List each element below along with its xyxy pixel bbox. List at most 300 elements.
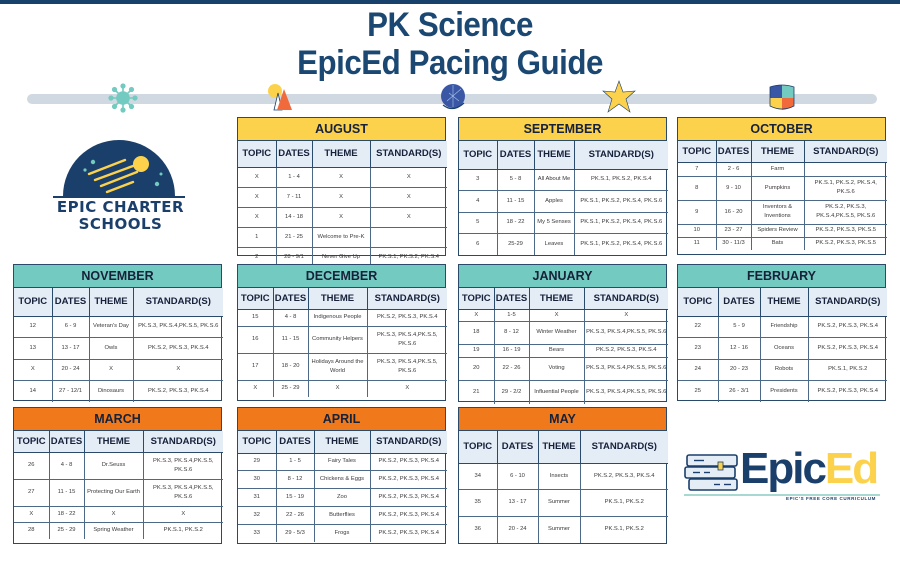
month-title: OCTOBER (678, 118, 885, 141)
wordmark-ed: Ed (824, 444, 878, 493)
standards-cell: X (367, 380, 447, 397)
standards-cell: X (370, 207, 447, 227)
dates-cell: 30 - 11/3 (716, 237, 751, 250)
month-august (237, 117, 446, 260)
march-table (14, 431, 223, 539)
theme-cell: Insects (538, 463, 580, 490)
epiced-tagline: EPIC'S FREE CORE CURRICULUM (786, 496, 877, 501)
standards-cell: PK.S.1, PK.S.2, PK.S.4, PK.S.6 (574, 191, 668, 213)
theme-cell: Indigenous People (308, 309, 367, 326)
standards-cell: PK.S.1, PK.S.2 (143, 522, 223, 539)
topic-cell: 32 (238, 506, 276, 524)
standards-cell: PK.S.2, PK.S.3, PK.S.4 (133, 381, 223, 403)
column-header-topic: TOPIC (238, 141, 276, 167)
column-header-theme: THEME (760, 288, 808, 316)
theme-cell: X (308, 380, 367, 397)
column-header-theme: THEME (751, 141, 804, 162)
month-title: NOVEMBER (14, 265, 221, 288)
theme-cell: Veteran's Day (89, 316, 133, 338)
month-title: AUGUST (238, 118, 445, 141)
theme-cell: Robots (760, 359, 808, 381)
standards-cell: PK.S.2, PK.S.3, PK.S.4 (808, 338, 887, 360)
dates-cell: 9 - 10 (716, 176, 751, 200)
standards-cell: PK.S.2, PK.S.3, PK.S.4 (584, 344, 668, 357)
month-may (458, 407, 667, 544)
column-header-dates: DATES (276, 431, 314, 453)
table-row (459, 169, 668, 191)
column-header-standards: STANDARD(S) (584, 288, 668, 309)
standards-cell: PK.S.3, PK.S.4,PK.S.5, PK.S.6 (143, 479, 223, 506)
dates-cell: 20 - 24 (52, 359, 89, 381)
topic-cell: 27 (14, 479, 49, 506)
virus-icon (108, 83, 138, 113)
month-september (458, 117, 667, 256)
topic-cell: 1 (238, 227, 276, 247)
shield-quadrant-icon (768, 84, 796, 112)
dates-cell: 29 - 2/2 (494, 380, 529, 404)
month-april (237, 407, 446, 544)
table-row (238, 506, 447, 524)
mountain-sun-icon (264, 83, 294, 111)
theme-cell: X (312, 187, 370, 207)
table-row (459, 234, 668, 256)
standards-cell: PK.S.1, PK.S.2, PK.S.4, PK.S.6 (804, 176, 887, 200)
table-row (459, 344, 668, 357)
topic-cell: 31 (238, 489, 276, 507)
standards-cell: PK.S.2, PK.S.3, PK.S.4 (367, 309, 447, 326)
wordmark-epic: Epic (740, 444, 825, 493)
table-row (459, 516, 668, 543)
topic-cell: 28 (14, 522, 49, 539)
column-header-dates: DATES (52, 288, 89, 316)
theme-cell: Summer (538, 490, 580, 517)
month-title: MARCH (14, 408, 221, 431)
theme-cell: Voting (529, 357, 584, 380)
dates-cell: 29 - 5/3 (276, 524, 314, 542)
standards-cell: PK.S.3, PK.S.4,PK.S.5, PK.S.6 (367, 326, 447, 353)
table-row (14, 338, 223, 360)
topic-cell: X (459, 309, 494, 321)
column-header-topic: TOPIC (678, 141, 716, 162)
theme-cell: Spring Weather (84, 522, 143, 539)
dates-cell: 6 - 10 (497, 463, 538, 490)
column-header-topic: TOPIC (459, 431, 497, 463)
standards-cell: PK.S.3, PK.S.4,PK.S.5, PK.S.6 (367, 353, 447, 380)
topic-cell: X (238, 207, 276, 227)
topic-cell: X (238, 187, 276, 207)
theme-cell: Bats (751, 237, 804, 250)
theme-cell: Summer (538, 516, 580, 543)
standards-cell: X (370, 187, 447, 207)
dates-cell: 20 - 23 (718, 359, 760, 381)
standards-cell: PK.S.2, PK.S.3, PK.S.4 (370, 453, 447, 471)
column-header-dates: DATES (497, 431, 538, 463)
month-title: DECEMBER (238, 265, 445, 288)
january-table (459, 288, 668, 404)
topic-cell: 6 (459, 234, 497, 256)
standards-cell: X (143, 506, 223, 522)
dates-cell: 18 - 20 (273, 353, 308, 380)
column-header-theme: THEME (538, 431, 580, 463)
dates-cell: 13 - 17 (497, 490, 538, 517)
column-header-topic: TOPIC (14, 288, 52, 316)
theme-cell: X (89, 359, 133, 381)
dates-cell: 25 - 29 (273, 380, 308, 397)
dates-cell: 1 - 4 (276, 167, 312, 187)
theme-cell: Oceans (760, 338, 808, 360)
standards-cell: PK.S.1, PK.S.2, PK.S.4, PK.S.6 (574, 234, 668, 256)
table-row (238, 353, 447, 380)
august-table (238, 141, 447, 267)
theme-cell: Fairy Tales (314, 453, 370, 471)
topic-cell: 12 (14, 316, 52, 338)
topic-cell: 13 (14, 338, 52, 360)
topic-cell: X (14, 506, 49, 522)
september-table (459, 141, 668, 255)
theme-cell: Community Helpers (308, 326, 367, 353)
standards-cell: PK.S.2, PK.S.3, PK.S.4 (370, 506, 447, 524)
topic-cell: X (238, 380, 273, 397)
theme-cell: All About Me (534, 169, 574, 191)
page-title (36, 6, 864, 82)
theme-cell: Holidays Around the World (308, 353, 367, 380)
dates-cell: 16 - 19 (494, 344, 529, 357)
standards-cell: PK.S.3, PK.S.4,PK.S.5, PK.S.6 (584, 380, 668, 404)
standards-cell: X (133, 359, 223, 381)
table-row (459, 212, 668, 234)
epiced-wordmark (740, 445, 877, 493)
month-title: FEBRUARY (678, 265, 885, 288)
standards-cell: PK.S.1, PK.S.2 (580, 490, 668, 517)
dates-cell: 4 - 8 (273, 309, 308, 326)
table-row (238, 326, 447, 353)
table-row (14, 381, 223, 403)
dates-cell: 20 - 24 (497, 516, 538, 543)
standards-cell: PK.S.3, PK.S.4,PK.S.5, PK.S.6 (143, 452, 223, 479)
column-header-topic: TOPIC (238, 288, 273, 309)
dates-cell: 16 - 20 (716, 200, 751, 224)
standards-cell: PK.S.2, PK.S.3, PK.S.5 (804, 237, 887, 250)
december-table (238, 288, 447, 397)
standards-cell (370, 227, 447, 247)
topic-cell: 30 (238, 471, 276, 489)
dates-cell: 5 - 9 (718, 316, 760, 338)
theme-cell: Dinosaurs (89, 381, 133, 403)
topic-cell: 15 (238, 309, 273, 326)
dates-cell: 18 - 22 (497, 212, 534, 234)
theme-cell: Farm (751, 162, 804, 176)
theme-cell: X (312, 167, 370, 187)
table-row (678, 200, 887, 224)
theme-cell: Apples (534, 191, 574, 213)
table-row (238, 309, 447, 326)
topic-cell: 3 (459, 169, 497, 191)
logo-line-2: SCHOOLS (78, 215, 163, 233)
standards-cell: PK.S.1, PK.S.2, PK.S.4, PK.S.6 (574, 212, 668, 234)
column-header-topic: TOPIC (14, 431, 49, 452)
standards-cell: PK.S.1, PK.S.2 (808, 359, 887, 381)
star-burst-icon (602, 80, 636, 114)
table-row (678, 237, 887, 250)
standards-cell: X (370, 167, 447, 187)
theme-cell: Never Give Up (312, 247, 370, 267)
column-header-dates: DATES (276, 141, 312, 167)
dates-cell: 11 - 15 (497, 191, 534, 213)
dates-cell: 22 - 26 (276, 506, 314, 524)
month-title: SEPTEMBER (459, 118, 666, 141)
topic-cell: 7 (678, 162, 716, 176)
dates-cell: 11 - 15 (49, 479, 84, 506)
topic-cell: 8 (678, 176, 716, 200)
topic-cell: 5 (459, 212, 497, 234)
topic-cell: 35 (459, 490, 497, 517)
epiced-logo (684, 444, 884, 507)
topic-cell: 11 (678, 237, 716, 250)
theme-cell: X (84, 506, 143, 522)
topic-cell: 25 (678, 381, 718, 403)
theme-cell: Winter Weather (529, 321, 584, 344)
table-row (14, 316, 223, 338)
dates-cell: 13 - 17 (52, 338, 89, 360)
month-october (677, 117, 886, 255)
standards-cell: PK.S.2, PK.S.3, PK.S.4 (370, 471, 447, 489)
dates-cell: 21 - 25 (276, 227, 312, 247)
theme-cell: Friendship (760, 316, 808, 338)
dates-cell: 18 - 22 (49, 506, 84, 522)
month-title: JANUARY (459, 265, 666, 288)
topic-cell: 4 (459, 191, 497, 213)
topic-cell: 26 (14, 452, 49, 479)
table-row (14, 522, 223, 539)
column-header-standards: STANDARD(S) (370, 141, 447, 167)
table-row (678, 338, 887, 360)
theme-cell: Chickens & Eggs (314, 471, 370, 489)
dates-cell: 5 - 8 (497, 169, 534, 191)
topic-cell: 34 (459, 463, 497, 490)
standards-cell: PK.S.3, PK.S.4,PK.S.5, PK.S.6 (584, 357, 668, 380)
theme-cell: X (312, 207, 370, 227)
table-row (678, 176, 887, 200)
column-header-dates: DATES (273, 288, 308, 309)
topic-cell: 36 (459, 516, 497, 543)
column-header-theme: THEME (529, 288, 584, 309)
table-row (459, 309, 668, 321)
topic-cell: X (238, 167, 276, 187)
epic-charter-schools-logo (53, 135, 188, 235)
standards-cell: PK.S.2, PK.S.3, PK.S.4 (370, 489, 447, 507)
table-row (238, 489, 447, 507)
month-march (13, 407, 222, 544)
standards-cell: PK.S.2, PK.S.3, PK.S.5 (804, 224, 887, 237)
dates-cell: 22 - 26 (494, 357, 529, 380)
table-row (678, 316, 887, 338)
dates-cell: 8 - 12 (276, 471, 314, 489)
title-line-2: EpicEd Pacing Guide (297, 44, 603, 82)
column-header-topic: TOPIC (459, 288, 494, 309)
column-header-theme: THEME (534, 141, 574, 169)
table-row (459, 321, 668, 344)
table-row (238, 471, 447, 489)
table-row (238, 167, 447, 187)
dates-cell: 23 - 27 (716, 224, 751, 237)
october-table (678, 141, 887, 250)
month-title: APRIL (238, 408, 445, 431)
table-row (238, 227, 447, 247)
topic-cell: 18 (459, 321, 494, 344)
theme-cell: My 5 Senses (534, 212, 574, 234)
standards-cell: PK.S.2, PK.S.3, PK.S.4 (133, 338, 223, 360)
standards-cell: PK.S.1, PK.S.2, PK.S.4 (574, 169, 668, 191)
theme-cell: Butterflies (314, 506, 370, 524)
topic-cell: 19 (459, 344, 494, 357)
column-header-theme: THEME (308, 288, 367, 309)
table-row (678, 381, 887, 403)
theme-cell: Bears (529, 344, 584, 357)
table-row (238, 453, 447, 471)
table-row (14, 359, 223, 381)
standards-cell: PK.S.3, PK.S.4,PK.S.5, PK.S.6 (133, 316, 223, 338)
topic-cell: 21 (459, 380, 494, 404)
dates-cell: 25 - 29 (49, 522, 84, 539)
theme-cell: Pumpkins (751, 176, 804, 200)
standards-cell: PK.S.1, PK.S.2, PK.S.4 (370, 247, 447, 267)
topic-cell: 22 (678, 316, 718, 338)
theme-cell: Inventors & Inventions (751, 200, 804, 224)
logo-text (53, 199, 188, 233)
dates-cell: 7 - 11 (276, 187, 312, 207)
column-header-topic: TOPIC (459, 141, 497, 169)
column-header-topic: TOPIC (238, 431, 276, 453)
table-row (238, 207, 447, 227)
theme-cell: Welcome to Pre-K (312, 227, 370, 247)
theme-cell: Protecting Our Earth (84, 479, 143, 506)
top-border (0, 0, 900, 4)
month-january (458, 264, 667, 402)
table-row (459, 463, 668, 490)
globe-icon (439, 83, 467, 111)
column-header-standards: STANDARD(S) (143, 431, 223, 452)
column-header-standards: STANDARD(S) (580, 431, 668, 463)
column-header-theme: THEME (314, 431, 370, 453)
dates-cell: 25-29 (497, 234, 534, 256)
table-row (459, 490, 668, 517)
theme-cell: Zoo (314, 489, 370, 507)
month-title: MAY (459, 408, 666, 431)
column-header-standards: STANDARD(S) (808, 288, 887, 316)
month-november (13, 264, 222, 401)
topic-cell: 20 (459, 357, 494, 380)
dates-cell: 8 - 12 (494, 321, 529, 344)
topic-cell: 29 (238, 453, 276, 471)
table-row (678, 359, 887, 381)
column-header-theme: THEME (84, 431, 143, 452)
standards-cell: PK.S.2, PK.S.3, PK.S.4,PK.S.5, PK.S.6 (804, 200, 887, 224)
standards-cell: PK.S.1, PK.S.2 (580, 516, 668, 543)
table-row (459, 357, 668, 380)
column-header-standards: STANDARD(S) (133, 288, 223, 316)
table-row (238, 380, 447, 397)
standards-cell: PK.S.2, PK.S.3, PK.S.4 (808, 381, 887, 403)
books-icon (684, 453, 740, 493)
standards-cell (804, 162, 887, 176)
february-table (678, 288, 887, 402)
theme-cell: Spiders Review (751, 224, 804, 237)
dates-cell: 6 - 9 (52, 316, 89, 338)
table-row (678, 162, 887, 176)
table-row (678, 224, 887, 237)
dates-cell: 1-5 (494, 309, 529, 321)
november-table (14, 288, 223, 402)
month-december (237, 264, 446, 401)
april-table (238, 431, 447, 542)
topic-cell: 10 (678, 224, 716, 237)
topic-cell: 33 (238, 524, 276, 542)
column-header-standards: STANDARD(S) (804, 141, 887, 162)
dates-cell: 11 - 15 (273, 326, 308, 353)
topic-cell: X (14, 359, 52, 381)
topic-cell: 2 (238, 247, 276, 267)
topic-cell: 24 (678, 359, 718, 381)
theme-cell: Dr.Seuss (84, 452, 143, 479)
dates-cell: 15 - 19 (276, 489, 314, 507)
theme-cell: X (529, 309, 584, 321)
topic-cell: 23 (678, 338, 718, 360)
dates-cell: 26 - 3/1 (718, 381, 760, 403)
title-line-1: PK Science (367, 6, 533, 44)
standards-cell: X (584, 309, 668, 321)
topic-cell: 14 (14, 381, 52, 403)
column-header-dates: DATES (49, 431, 84, 452)
dates-cell: 2 - 6 (716, 162, 751, 176)
column-header-standards: STANDARD(S) (370, 431, 447, 453)
theme-cell: Leaves (534, 234, 574, 256)
table-row (238, 187, 447, 207)
table-row (459, 191, 668, 213)
table-row (238, 524, 447, 542)
theme-cell: Owls (89, 338, 133, 360)
dates-cell: 27 - 12/1 (52, 381, 89, 403)
column-header-standards: STANDARD(S) (574, 141, 668, 169)
standards-cell: PK.S.2, PK.S.3, PK.S.4 (580, 463, 668, 490)
column-header-dates: DATES (718, 288, 760, 316)
standards-cell: PK.S.3, PK.S.4,PK.S.5, PK.S.6 (584, 321, 668, 344)
column-header-dates: DATES (716, 141, 751, 162)
column-header-topic: TOPIC (678, 288, 718, 316)
dates-cell: 4 - 8 (49, 452, 84, 479)
dates-cell: 14 - 18 (276, 207, 312, 227)
theme-cell: Frogs (314, 524, 370, 542)
topic-cell: 17 (238, 353, 273, 380)
theme-cell: Influential People (529, 380, 584, 404)
column-header-dates: DATES (497, 141, 534, 169)
month-february (677, 264, 886, 401)
may-table (459, 431, 668, 543)
table-row (14, 506, 223, 522)
dates-cell: 12 - 16 (718, 338, 760, 360)
column-header-theme: THEME (312, 141, 370, 167)
column-header-standards: STANDARD(S) (367, 288, 447, 309)
logo-line-1: EPIC CHARTER (56, 198, 185, 216)
comet-icon (63, 140, 175, 196)
theme-cell: Presidents (760, 381, 808, 403)
dates-cell: 28 - 9/1 (276, 247, 312, 267)
table-row (14, 479, 223, 506)
dates-cell: 1 - 5 (276, 453, 314, 471)
column-header-theme: THEME (89, 288, 133, 316)
column-header-dates: DATES (494, 288, 529, 309)
topic-cell: 16 (238, 326, 273, 353)
topic-cell: 9 (678, 200, 716, 224)
